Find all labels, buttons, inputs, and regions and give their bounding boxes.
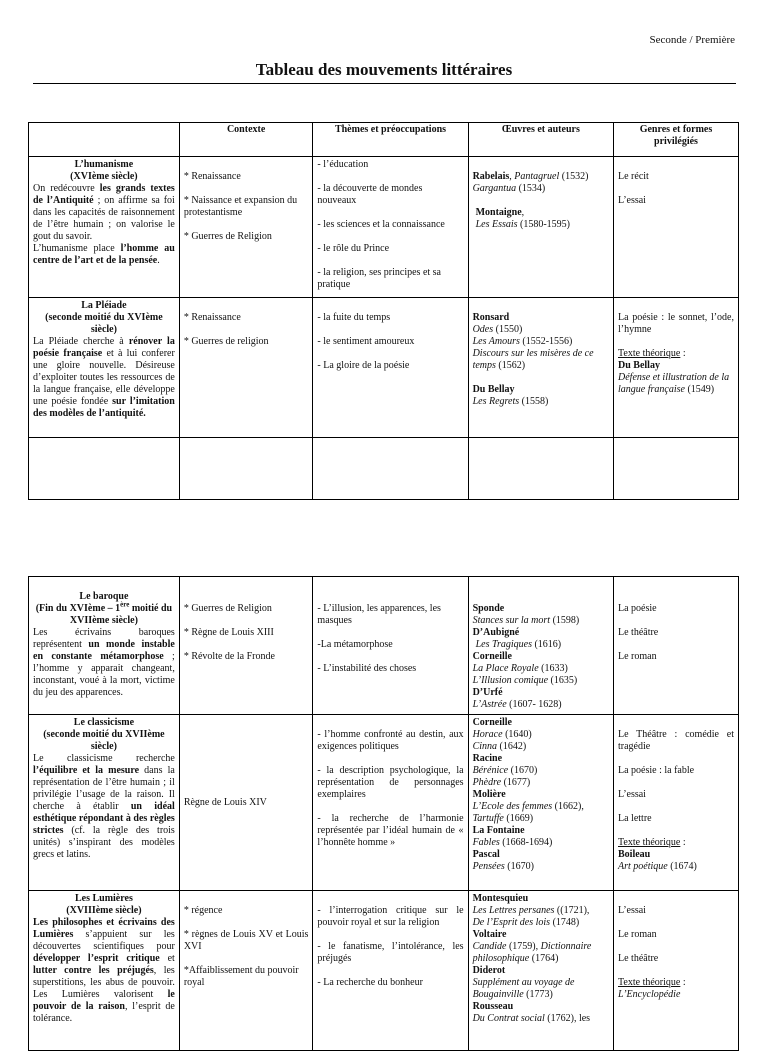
work-line (473, 663, 609, 675)
work-title: Les Tragiques (475, 639, 532, 650)
desc-text: s’appuient sur les découvertes scientifiques pour (33, 929, 175, 952)
desc-text: , l’esprit de tolérance. (33, 1001, 175, 1024)
author-name: Pascal (472, 849, 500, 860)
cell-context-lumieres (179, 891, 313, 1051)
theme-item: - l’interrogation critique sur le pouvoir royal et sur la religion (317, 905, 464, 928)
work-title: Pantagruel (514, 171, 560, 182)
author-name: Corneille (472, 651, 512, 662)
movement-description (33, 243, 175, 267)
desc-text: . (157, 255, 160, 266)
work-line (473, 905, 609, 917)
movement-title: L’humanisme (74, 159, 134, 170)
row-humanisme (29, 157, 739, 298)
work-title: La Place Royale (472, 663, 539, 674)
cell-context-baroque (179, 577, 313, 715)
desc-text: dans la représentation de l’être humain ; il privilégie l’usage de la raison. Il cherche à établir (33, 765, 175, 812)
work-year: (1635) (548, 675, 578, 686)
cell-themes-baroque (313, 577, 468, 715)
movement-period: (XVIIIème siècle) (66, 905, 142, 916)
work-year: (1633) (538, 663, 568, 674)
cell-movement-lumieres (29, 891, 180, 1051)
desc-bold: l’équilibre et la mesure (33, 765, 140, 776)
separator: : (680, 837, 686, 848)
work-year: (1670) (508, 765, 538, 776)
work-line (473, 861, 609, 873)
context-item: * Renaissance (183, 312, 241, 323)
work-title: Les Lettres persanes (472, 905, 555, 916)
author-name: Corneille (472, 717, 512, 728)
work-title: Stances sur la mort (472, 615, 551, 626)
genre-item: L’essai (618, 195, 646, 206)
row-empty (29, 438, 739, 500)
author-name: Molière (472, 789, 506, 800)
author-name: Sponde (472, 603, 505, 614)
work-year: (1552-1556) (519, 336, 573, 347)
author-name: Racine (472, 753, 503, 764)
separator: : (680, 977, 686, 988)
work-title: Les Amours (472, 336, 520, 347)
empty-cell (313, 438, 468, 500)
work-line (473, 917, 609, 929)
cell-movement-classicisme (29, 715, 180, 891)
work-title: Les Essais (475, 219, 518, 230)
row-baroque (29, 577, 739, 715)
desc-bold: Les philosophes et écrivains des Lumières (33, 917, 175, 940)
work-year: (1558) (519, 396, 549, 407)
cell-themes-classicisme (313, 715, 468, 891)
work-line (473, 324, 609, 336)
desc-text: ; on affirme sa foi dans les capacités de raisonnement de l’être humain ; on valorise le gout du savoir. (33, 195, 175, 242)
movement-title: Les Lumières (74, 893, 133, 904)
work-year: (1662), (552, 801, 584, 812)
work-line (473, 813, 609, 825)
header-row (29, 123, 739, 157)
movement-description (33, 627, 175, 699)
work-line (473, 1013, 609, 1025)
desc-text: Le classicisme recherche (33, 753, 175, 764)
cell-genres-baroque (614, 577, 739, 715)
author-name: D’Urfé (472, 687, 503, 698)
work-year: (1640) (502, 729, 532, 740)
desc-bold: l’homme au centre de l’art et de la pensée (33, 243, 175, 266)
work-year: (1668-1694) (499, 837, 553, 848)
work-year: ((1721), (554, 905, 590, 916)
theme-item: - l’éducation (317, 159, 369, 170)
desc-text: , les superstitions, les abus de pouvoir. Les Lumières valorisent (33, 965, 175, 1000)
work-title: Pensées (472, 861, 505, 872)
desc-bold: développer l’esprit critique (33, 953, 160, 964)
theory-work-line (618, 372, 734, 396)
header-genres: Genres et formes privilégiés (614, 123, 739, 157)
work-year: (1748) (550, 917, 580, 928)
work-year: (1562) (495, 360, 526, 371)
work-year: (1674) (667, 861, 697, 872)
theme-item: - L’illusion, les apparences, les masques (317, 603, 441, 626)
work-line (473, 219, 609, 231)
desc-text: La Pléiade cherche à (33, 336, 129, 347)
theme-item: - L’instabilité des choses (317, 663, 417, 674)
desc-text: Les écrivains baroques représentent (33, 627, 175, 650)
theory-line (618, 977, 734, 989)
cell-genres-lumieres (614, 891, 739, 1051)
header-contexte: Contexte (179, 123, 313, 157)
movement-period (33, 600, 175, 627)
theme-item: - le rôle du Prince (317, 243, 390, 254)
theory-label: Texte théorique (618, 348, 681, 359)
author-line (473, 207, 609, 219)
work-line (473, 699, 609, 711)
header-oeuvres: Œuvres et auteurs (468, 123, 613, 157)
genre-item: Le théâtre (618, 627, 659, 638)
desc-bold: lutter contre les préjugés (33, 965, 154, 976)
author-name: Du Bellay (472, 384, 515, 395)
work-line (473, 765, 609, 777)
cell-movement-pleiade (29, 298, 180, 438)
genre-item: Le récit (618, 171, 649, 182)
theme-item: - la fuite du temps (317, 312, 391, 323)
desc-text: et (159, 953, 175, 964)
cell-themes-lumieres (313, 891, 468, 1051)
page-title: Tableau des mouvements littéraires (255, 60, 513, 79)
author-name: Diderot (472, 965, 506, 976)
theory-author: Boileau (618, 849, 651, 860)
genre-item: L’essai (618, 789, 646, 800)
desc-bold: sur l’imitation des modèles de l’antiquité. (33, 396, 175, 419)
empty-cell (29, 438, 180, 500)
work-title: De l’Esprit des lois (472, 917, 551, 928)
theme-item: - les sciences et la connaissance (317, 219, 445, 230)
work-year: (1773) (523, 989, 553, 1000)
work-year: (1764) (529, 953, 559, 964)
theme-item: -La métamorphose (317, 639, 393, 650)
work-line (473, 837, 609, 849)
work-line (473, 941, 609, 965)
context-item: * Renaissance (183, 171, 241, 182)
theme-item: - La recherche du bonheur (317, 977, 423, 988)
work-year: (1607- 1628) (506, 699, 562, 710)
empty-cell (468, 438, 613, 500)
separator: : (680, 348, 686, 359)
context-item: * Naissance et expansion du protestantisme (183, 195, 298, 218)
work-title: Fables (472, 837, 500, 848)
work-year: (1532) (559, 171, 589, 182)
work-year: (1677) (501, 777, 531, 788)
author-name: Voltaire (472, 929, 507, 940)
theory-author: Du Bellay (618, 360, 660, 371)
work-title: Tartuffe (472, 813, 504, 824)
theme-item: - la religion, ses principes et sa pratique (317, 267, 441, 290)
author-name: La Fontaine (472, 825, 525, 836)
theory-work: L’Encyclopédie (618, 989, 681, 1000)
movement-period: (XVIème siècle) (70, 171, 138, 182)
work-year: (1762), les (544, 1013, 591, 1024)
work-title: Discours sur les misères de ce temps (472, 348, 594, 371)
context-item: *Affaiblissement du pouvoir royal (183, 965, 299, 988)
movement-period: (seconde moitié du XVIIème siècle) (43, 729, 165, 752)
work-title: Candide (472, 941, 507, 952)
cell-themes-pleiade (313, 298, 468, 438)
desc-text: ; l’homme y apparait changeant, inconstant, voué à la mort, victime du jeu des apparences. (33, 651, 175, 698)
work-title: Cinna (472, 741, 498, 752)
work-year: (1670) (504, 861, 534, 872)
work-year: (1616) (531, 639, 562, 650)
work-title: Odes (472, 324, 494, 335)
row-pleiade (29, 298, 739, 438)
work-title: Du Contrat social (472, 1013, 545, 1024)
empty-cell (614, 438, 739, 500)
separator: , (521, 207, 525, 218)
cell-authors-humanisme (468, 157, 613, 298)
work-title: Horace (472, 729, 503, 740)
context-item: * régence (183, 905, 223, 916)
cell-context-pleiade (179, 298, 313, 438)
movement-description (33, 336, 175, 420)
desc-bold: un idéal esthétique répondant à des règles strictes (33, 801, 175, 836)
context-item: * Règne de Louis XIII (183, 627, 274, 638)
cell-themes-humanisme (313, 157, 468, 298)
work-year: (1759), (506, 941, 541, 952)
cell-genres-pleiade (614, 298, 739, 438)
work-title: Bérénice (472, 765, 509, 776)
author-line (473, 171, 609, 183)
theory-line (618, 837, 734, 849)
desc-bold: le pouvoir de la raison (33, 989, 175, 1012)
cell-genres-classicisme (614, 715, 739, 891)
work-line (473, 675, 609, 687)
movement-period: (seconde moitié du XVIème siècle) (45, 312, 163, 335)
period-text: (Fin du XVIème – 1 (35, 603, 121, 614)
author-name: Ronsard (472, 312, 510, 323)
desc-text: L’humanisme place (33, 243, 121, 254)
work-year: (1598) (550, 615, 580, 626)
genre-item: La poésie : le sonnet, l’ode, l’hymne (618, 312, 734, 335)
movement-title: Le classicisme (73, 717, 135, 728)
author-name: Rousseau (472, 1001, 514, 1012)
theme-item: - la recherche de l’harmonie représentée par l’idéal humain de « l’honnête homme » (317, 813, 464, 848)
theory-label: Texte théorique (618, 837, 681, 848)
context-item: Règne de Louis XIV (183, 796, 267, 808)
movement-description (33, 753, 175, 861)
work-line (473, 729, 609, 741)
theory-work-line (618, 861, 734, 873)
work-year: (1669) (503, 813, 534, 824)
movements-table-bottom (28, 576, 739, 1051)
cell-authors-baroque (468, 577, 613, 715)
theory-label: Texte théorique (618, 977, 681, 988)
genre-item: Le roman (618, 929, 657, 940)
desc-bold: les grands textes de l’Antiquité (33, 183, 175, 206)
period-sup: ère (120, 600, 130, 609)
work-title: Défense et illustration de la langue française (618, 372, 730, 395)
work-year: (1549) (684, 384, 715, 395)
header-themes: Thèmes et préoccupations (313, 123, 468, 157)
work-title: L’Ecole des femmes (472, 801, 553, 812)
work-title: Art poétique (618, 861, 668, 872)
work-line (473, 396, 609, 408)
row-classicisme (29, 715, 739, 891)
cell-authors-pleiade (468, 298, 613, 438)
movement-title: Le baroque (79, 591, 129, 602)
row-lumieres (29, 891, 739, 1051)
cell-authors-lumieres (468, 891, 613, 1051)
work-line (473, 777, 609, 789)
work-year: (1550) (493, 324, 523, 335)
work-line (473, 977, 609, 1001)
cell-context-humanisme (179, 157, 313, 298)
movements-table-top (28, 122, 739, 500)
work-title: Gargantua (472, 183, 517, 194)
genre-item: Le théâtre (618, 953, 659, 964)
period-text: moitié du XVIIème siècle) (69, 603, 173, 626)
work-line (473, 336, 609, 348)
context-item: * Guerres de Religion (183, 603, 272, 614)
work-line (473, 639, 609, 651)
cell-movement-humanisme (29, 157, 180, 298)
context-item: * Guerres de Religion (183, 231, 272, 242)
genre-item: Le Théâtre : comédie et tragédie (618, 729, 734, 752)
work-title: Les Regrets (472, 396, 520, 407)
separator: , (509, 171, 515, 182)
title-underline (33, 83, 736, 84)
theme-item: - La gloire de la poésie (317, 360, 410, 371)
cell-movement-baroque (29, 577, 180, 715)
genre-item: La poésie : la fable (618, 765, 695, 776)
desc-text: (cf. la règle des trois unités) s’inspirant des modèles grecs et latins. (33, 825, 175, 860)
header-empty-cell (29, 123, 180, 157)
movement-description (33, 183, 175, 243)
theme-item: - l’homme confronté au destin, aux exigences politiques (317, 729, 464, 752)
work-title: L’Illusion comique (472, 675, 549, 686)
context-item: * règnes de Louis XV et Louis XVI (183, 929, 309, 952)
empty-cell (179, 438, 313, 500)
work-title: Dictionnaire philosophique (472, 941, 592, 964)
movement-description (33, 917, 175, 1025)
author-name: Rabelais (472, 171, 510, 182)
theory-line (618, 348, 734, 360)
theme-item: - le sentiment amoureux (317, 336, 415, 347)
level-label: Seconde / Première (649, 34, 735, 46)
desc-bold: un monde instable en constante métamorphose (33, 639, 175, 662)
work-year: (1580-1595) (517, 219, 571, 230)
desc-text: On redécouvre (33, 183, 100, 194)
context-item: * Révolte de la Fronde (183, 651, 275, 662)
desc-bold: rénover la poésie française (33, 336, 175, 359)
genre-item: L’essai (618, 905, 646, 916)
work-line (473, 348, 609, 372)
theme-item: - la description psychologique, la représentation de personnages exemplaires (317, 765, 464, 800)
cell-context-classicisme (179, 715, 313, 891)
author-name: D’Aubigné (472, 627, 520, 638)
movement-title: La Pléiade (81, 300, 127, 311)
work-line (473, 615, 609, 627)
work-year: (1534) (516, 183, 546, 194)
work-line (473, 183, 609, 195)
genre-item: La poésie (618, 603, 657, 614)
theme-item: - le fanatisme, l’intolérance, les préjugés (317, 941, 464, 964)
cell-genres-humanisme (614, 157, 739, 298)
cell-authors-classicisme (468, 715, 613, 891)
work-title: Phèdre (472, 777, 502, 788)
theme-item: - la découverte de mondes nouveaux (317, 183, 423, 206)
work-year: (1642) (497, 741, 527, 752)
work-title: Supplément au voyage de Bougainville (472, 977, 575, 1000)
desc-text: et à lui conferer une gloire nouvelle. Désireuse d’exploiter toutes les ressources de la langue française, elle développe une poésie fondée (33, 348, 175, 407)
author-name: Montaigne (475, 207, 522, 218)
genre-item: La lettre (618, 813, 652, 824)
work-title: L’Astrée (472, 699, 507, 710)
work-line (473, 801, 609, 813)
context-item: * Guerres de religion (183, 336, 269, 347)
author-name: Montesquieu (472, 893, 529, 904)
work-line (473, 741, 609, 753)
genre-item: Le roman (618, 651, 657, 662)
